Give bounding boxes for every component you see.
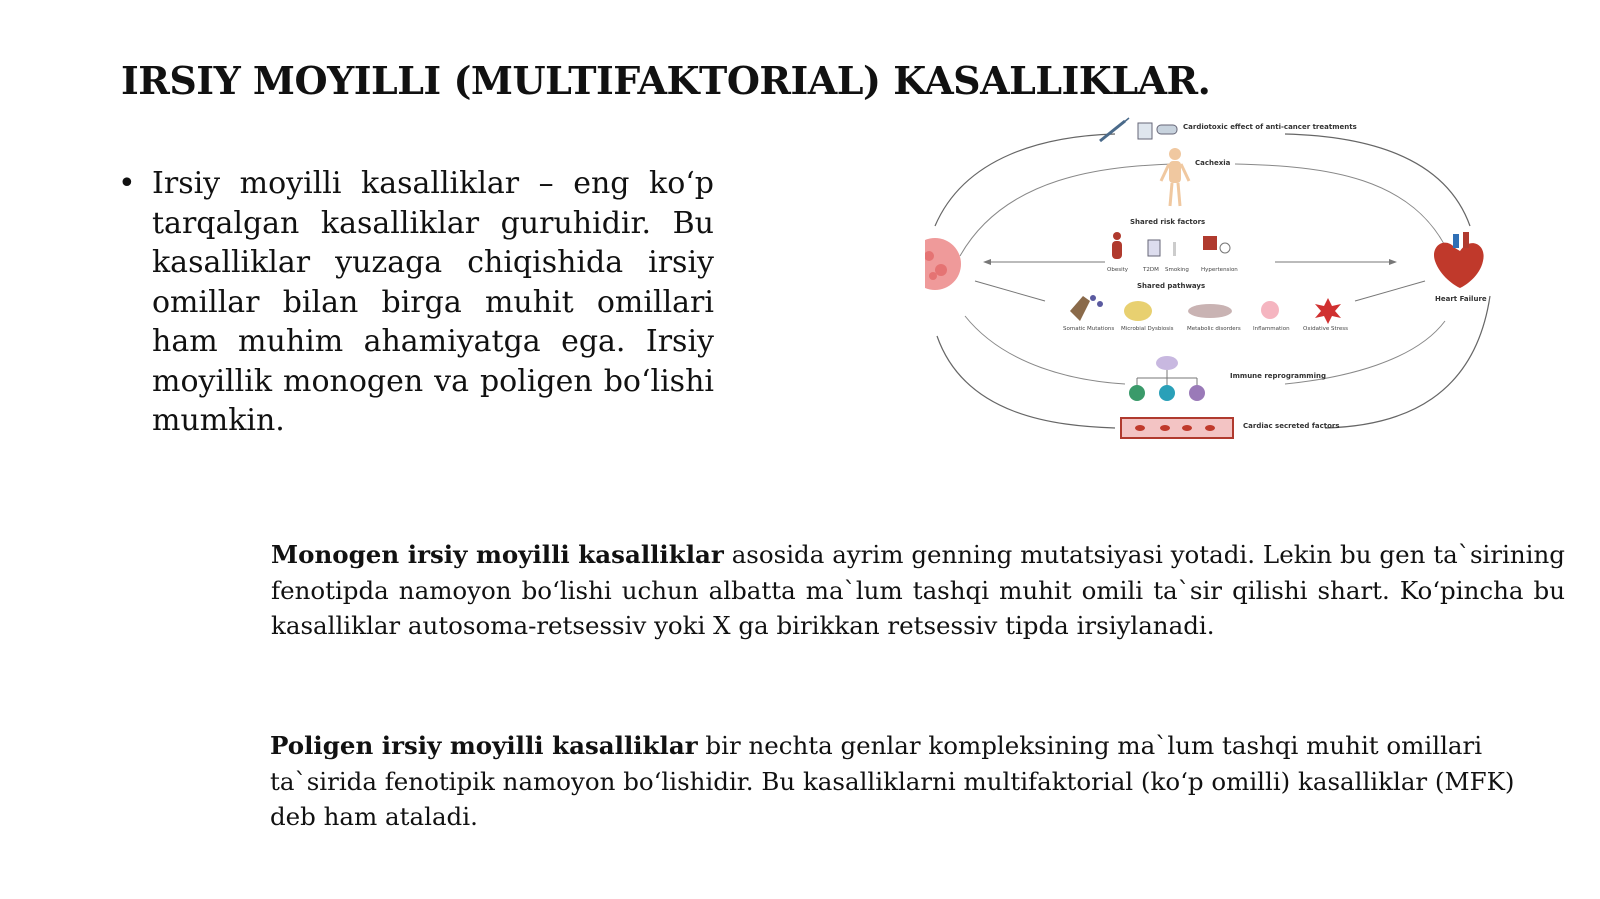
risk-obesity: Obesity	[1107, 267, 1129, 273]
loop-arrow-bottom-left	[937, 336, 1115, 428]
syringe-icon	[1100, 118, 1129, 141]
diagram-svg	[925, 116, 1555, 456]
cardio-oncology-diagram	[925, 116, 1555, 456]
poligen-paragraph	[270, 728, 1560, 835]
immune-label: Immune reprogramming	[1230, 372, 1326, 380]
bullet-dot: •	[118, 166, 136, 201]
bullet-item	[118, 164, 714, 441]
poligen-bold: Poligen irsiy moyilli kasalliklar	[270, 731, 698, 760]
blood-vessel-icon	[1121, 418, 1233, 438]
slide-title: IRSIY MOYILLI (MULTIFAKTORIAL) KASALLIKLAR.	[121, 58, 1211, 103]
loop-arrow-top-right	[1285, 134, 1470, 226]
loop-arrow-top-left	[935, 134, 1115, 226]
pathway-oxidative: Oxidative Stress	[1303, 326, 1348, 332]
cachexia-label: Cachexia	[1195, 159, 1231, 167]
risk-smoking: Smoking	[1165, 267, 1189, 273]
monogen-bold: Monogen irsiy moyilli kasalliklar	[271, 540, 724, 569]
poligen-text: bir nechta genlar kompleksining ma`lum tashqi muhit omillari ta`sirida fenotipik namoyon bo‘lishidir. Bu kasalliklarni multifaktorial (ko‘p omilli) kasalliklar (MFK) deb ham ataladi.	[270, 731, 1515, 831]
pathway-somatic: Somatic Mutations	[1063, 326, 1115, 332]
immune-cells-icon	[1129, 356, 1205, 401]
pill-icon	[1138, 123, 1177, 139]
loop-arrow-bottom-right	[1325, 296, 1490, 428]
human-body-icon	[1161, 148, 1189, 206]
monogen-paragraph	[271, 537, 1565, 644]
heart-failure-label: Heart Failure	[1435, 295, 1487, 303]
pathway-icons	[1070, 295, 1341, 324]
risk-t2dm: T2DM	[1143, 267, 1159, 273]
pathway-metabolic: Metabolic disorders	[1187, 326, 1241, 332]
cardiac-secreted-label: Cardiac secreted factors	[1243, 422, 1340, 430]
top-label: Cardiotoxic effect of anti-cancer treatments	[1183, 123, 1357, 131]
pathway-inflammation: Inflammation	[1253, 326, 1290, 332]
risk-hypertension: Hypertension	[1201, 267, 1238, 273]
risk-icons	[1112, 232, 1230, 259]
shared-pathways-label: Shared pathways	[1137, 282, 1206, 290]
pathway-microbial: Microbial Dysbiosis	[1121, 326, 1174, 332]
monogen-text: asosida ayrim genning mutatsiyasi yotadi. Lekin bu gen ta`sirining fenotipda namoyon bo‘lishi uchun albatta ma`lum tashqi muhit omili ta`sir qilishi shart. Ko‘pincha bu kasalliklar autosoma-retsessiv yoki X ga birikkan retsessiv tipda irsiylanadi.	[271, 540, 1565, 640]
shared-risk-label: Shared risk factors	[1130, 218, 1206, 226]
tumor-icon	[925, 238, 961, 290]
bullet-text: Irsiy moyilli kasalliklar – eng ko‘p tarqalgan kasalliklar guruhidir. Bu kasalliklar yuzaga chiqishida irsiy omillar bilan birga muhit omillari ham muhim ahamiyatga ega. Irsiy moyillik monogen va poligen bo‘lishi mumkin.	[152, 166, 714, 438]
